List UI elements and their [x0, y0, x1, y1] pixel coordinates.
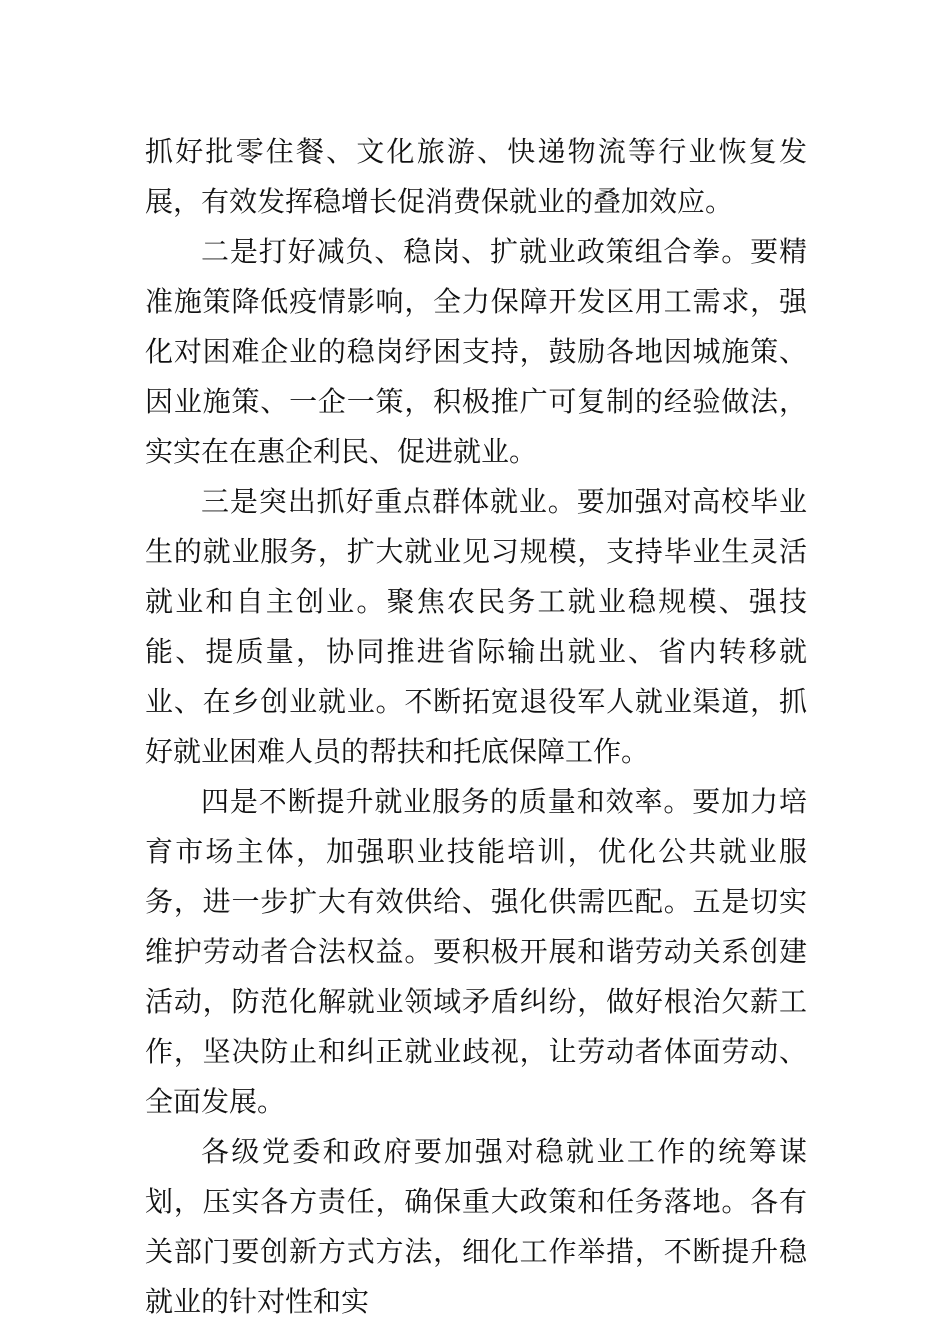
paragraph-conclusion: 各级党委和政府要加强对稳就业工作的统筹谋划，压实各方责任，确保重大政策和任务落地。各有关部门要创新方式方法，细化工作举措，不断提升稳就业的针对性和实	[145, 1135, 807, 1318]
paragraph-point-three: 三是突出抓好重点群体就业。要加强对高校毕业生的就业服务，扩大就业见习规模，支持毕业生灵活就业和自主创业。聚焦农民务工就业稳规模、强技能、提质量，协同推进省际输出就业、省内转移就业、在乡创业就业。不断拓宽退役军人就业渠道，抓好就业困难人员的帮扶和托底保障工作。	[145, 485, 807, 768]
paragraph-continuation: 抓好批零住餐、文化旅游、快递物流等行业恢复发展，有效发挥稳增长促消费保就业的叠加效应。	[145, 135, 807, 218]
paragraph-point-two: 二是打好减负、稳岗、扩就业政策组合拳。要精准施策降低疫情影响，全力保障开发区用工需求，强化对困难企业的稳岗纾困支持，鼓励各地因城施策、因业施策、一企一策，积极推广可复制的经验做法，实实在在惠企利民、促进就业。	[145, 235, 807, 468]
document-body	[145, 127, 807, 1327]
paragraph-point-four-five: 四是不断提升就业服务的质量和效率。要加力培育市场主体，加强职业技能培训，优化公共就业服务，进一步扩大有效供给、强化供需匹配。五是切实维护劳动者合法权益。要积极开展和谐劳动关系创建活动，防范化解就业领域矛盾纠纷，做好根治欠薪工作，坚决防止和纠正就业歧视，让劳动者体面劳动、全面发展。	[145, 785, 807, 1118]
